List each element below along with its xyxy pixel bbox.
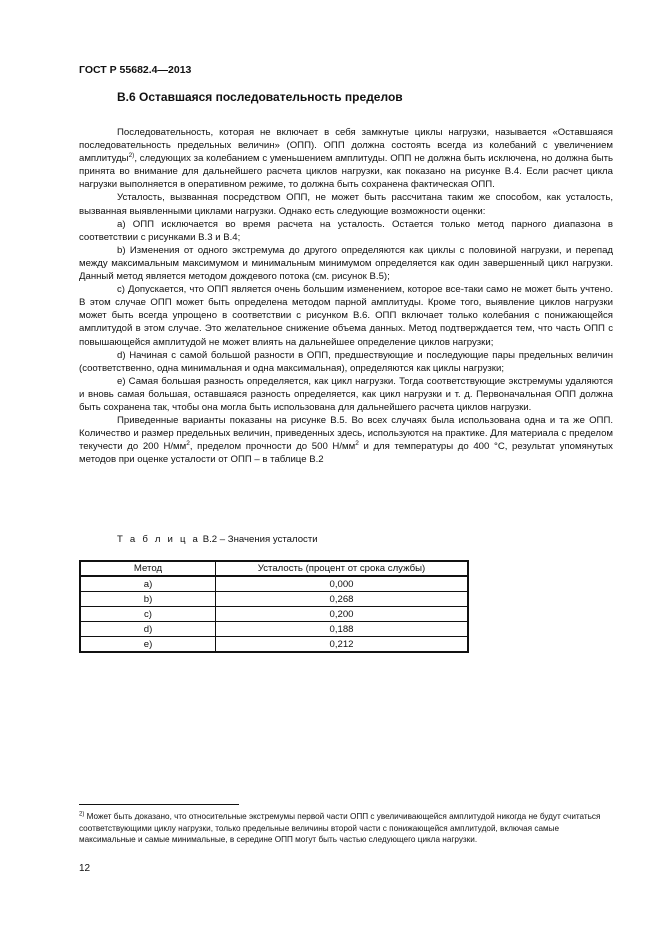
table-row xyxy=(80,637,468,653)
paragraph-1: Последовательность, которая не включает в себя замкнутые циклы нагрузки, называется «Оставшаяся последовательность предельных величин» (ОПП). ОПП должна состоять всегда из колебаний с увеличением амплитуды$^{2)}$, следующих за колебанием с уменьшением амплитуды. ОПП не должна быть исключена, но должна быть принята во внимание для дальнейшего расчета циклов нагрузки, как показано на рисунке В.4. Если расчет цикла нагрузки выполняется в оперативном режиме, то должна быть сохранена фактическая ОПП. xyxy=(79,127,613,191)
page-number: 12 xyxy=(79,863,91,874)
fatigue-value-cell: 0,212 xyxy=(216,637,469,653)
paragraph-option-d: d) Начиная с самой большой разности в ОПП, предшествующие и последующие пары предельных величин (соответственно, одна минимальная и одна максимальная), определяются как циклы нагрузки; xyxy=(79,349,613,374)
table-row xyxy=(80,576,468,592)
paragraph-option-a: а) ОПП исключается во время расчета на усталость. Остается только метод парного диапазона в соответствии с рисунками В.3 и В.4; xyxy=(79,218,613,243)
method-cell: a) xyxy=(80,576,216,592)
method-cell: d) xyxy=(80,622,216,637)
paragraph-option-b: b) Изменения от одного экстремума до другого определяются как циклы с половиной нагрузки, и перепад между максимальным максимумом и минимальным минимумом определяется как один завершенный цикл нагрузки. Данный метод является методом дождевого потока (см. рисунок В.5); xyxy=(79,244,613,283)
paragraph-summary: Приведенные варианты показаны на рисунке В.5. Во всех случаях была использована одна и та же ОПП. Количество и размер предельных величин, приведенных здесь, используются на практике. Для материала с пределом текучести до 200 $Н/мм^2$, пределом прочности до 500 $Н/мм^2$ и для температуры до 400 °С, результат упомянутых методов при оценке усталости от ОПП – в таблице В.2 xyxy=(79,415,613,466)
table-row xyxy=(80,622,468,637)
table-row xyxy=(80,592,468,607)
method-cell: e) xyxy=(80,637,216,653)
method-cell: c) xyxy=(80,607,216,622)
footnote xyxy=(79,811,613,846)
fatigue-value-cell: 0,188 xyxy=(216,622,469,637)
footnote-marker: 2) xyxy=(79,811,85,818)
paragraph-option-e: е) Самая большая разность определяется, как цикл нагрузки. Тогда соответствующие экстремумы удаляются и вновь самая большая, оставшаяся разность определяется, как цикл нагрузки и т. д. Первоначальная ОПП должна быть сохранена так, чтобы она могла быть использована для дальнейшего расчета циклов нагрузки. xyxy=(79,375,613,413)
method-cell: b) xyxy=(80,592,216,607)
paragraph-2: Усталость, вызванная посредством ОПП, не может быть рассчитана таким же способом, как усталость, вызванная выявленными циклами нагрузки. Однако есть следующие возможности оценки: xyxy=(79,192,613,217)
paragraph-option-c: с) Допускается, что ОПП является очень большим изменением, которое все-таки само не может быть учтено. В этом случае ОПП может быть определена методом парной амплитуды. Кроме того, выявление циклов нагрузки может быть всегда упрощено в соответствии с рисунком В.6. ОПП включает только колебания с понижающейся амплитудой в этом случае. Это желательное снижение объема данных. Метод подтверждается тем, что часть ОПП с повышающейся амплитудой не может влиять на дальнейшее определение циклов нагрузки; xyxy=(79,284,613,348)
section-title: В.6 Оставшаяся последовательность пределов xyxy=(117,90,403,104)
table-row xyxy=(80,607,468,622)
fatigue-value-cell: 0,200 xyxy=(216,607,469,622)
column-header-fatigue: Усталость (процент от срока службы) xyxy=(216,561,469,576)
table-caption: Т а б л и ц а В.2 – Значения усталости xyxy=(117,534,318,545)
body-text xyxy=(79,126,613,466)
footnote-divider xyxy=(79,804,239,805)
fatigue-value-cell: 0,268 xyxy=(216,592,469,607)
table-header-row xyxy=(80,561,468,576)
footnote-reference: 2) xyxy=(128,152,135,159)
document-header: ГОСТ Р 55682.4—2013 xyxy=(79,64,192,76)
footnote-text: Может быть доказано, что относительные экстремумы первой части ОПП с увеличивающейся амплитудой никогда не будут считаться соответствующими циклу нагрузки, только предельные величины второй части с понижающейся амплитудой, включая самые максимальные и самые минимальные, в середине ОПП могут быть частью следующего цикла нагрузки. xyxy=(79,812,601,844)
column-header-method: Метод xyxy=(80,561,216,576)
fatigue-table xyxy=(79,560,469,653)
fatigue-value-cell: 0,000 xyxy=(216,576,469,592)
